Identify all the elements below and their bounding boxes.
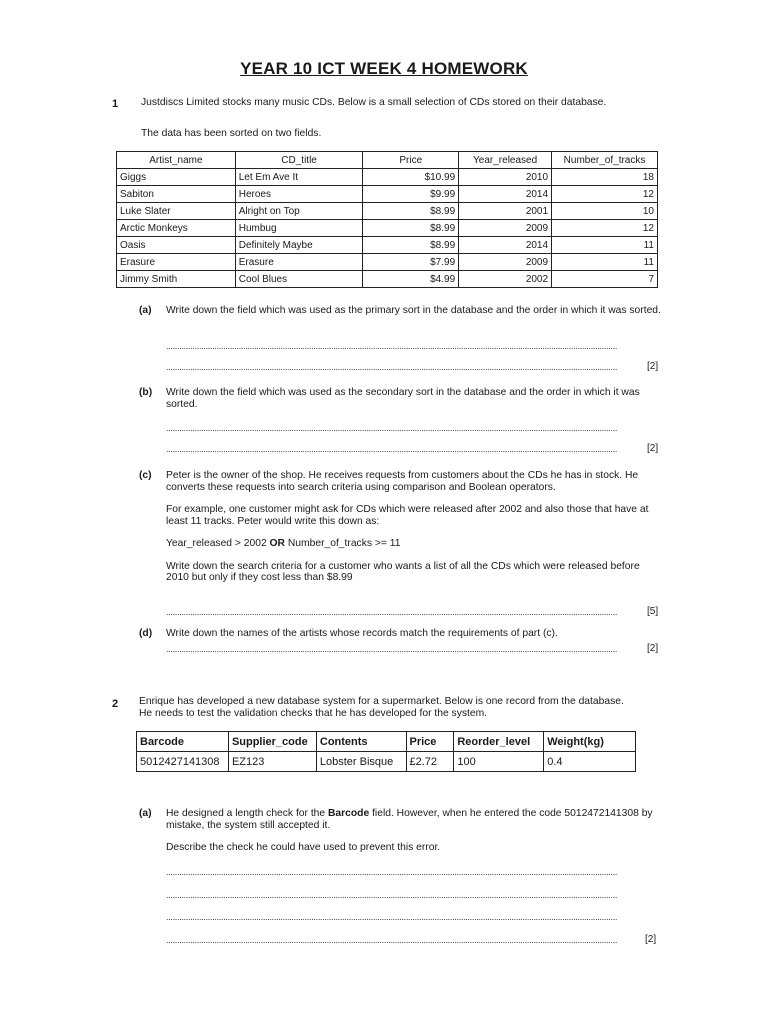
cell-price: $9.99 — [363, 186, 459, 203]
cell-price: $7.99 — [363, 254, 459, 271]
table-row — [117, 186, 658, 203]
column-header: Price — [363, 152, 459, 169]
marks: [5] — [647, 606, 659, 617]
question-1c-example — [166, 538, 661, 550]
part-label: (a) — [139, 305, 152, 316]
cell-year: 2002 — [459, 271, 552, 288]
answer-line[interactable]: ............................................................................................................................................................................................................. — [166, 890, 618, 900]
cell-supplier-code: EZ123 — [228, 752, 316, 772]
cell-artist: Arctic Monkeys — [117, 220, 236, 237]
example-operator: OR — [269, 538, 285, 549]
question-2a-text — [166, 808, 661, 831]
question-1b-text: Write down the field which was used as the secondary sort in the database and the order in which it was sorted. — [166, 387, 640, 410]
answer-line[interactable]: ............................................................................................................................................................................................................. — [166, 912, 618, 922]
answer-line[interactable]: ............................................................................................................................................................................................................. — [166, 867, 618, 877]
question-1c-paragraph-3: Write down the search criteria for a customer who wants a list of all the CDs which were released before 2010 but only if they cost less than $8.99 — [166, 560, 640, 583]
cell-tracks: 10 — [552, 203, 658, 220]
column-header: Artist_name — [117, 152, 236, 169]
cd-table-wrapper — [116, 151, 658, 288]
question-1d — [139, 628, 661, 641]
cell-artist: Luke Slater — [117, 203, 236, 220]
page-title: YEAR 10 ICT WEEK 4 HOMEWORK — [240, 59, 528, 78]
cell-artist: Giggs — [117, 169, 236, 186]
cell-year: 2014 — [459, 186, 552, 203]
question-1-intro: Justdiscs Limited stocks many music CDs. Below is a small selection of CDs stored on their database. — [141, 97, 607, 108]
column-header: Year_released — [459, 152, 552, 169]
question-2a — [139, 808, 661, 868]
cell-tracks: 7 — [552, 271, 658, 288]
cell-title: Humbug — [235, 220, 363, 237]
cell-year: 2010 — [459, 169, 552, 186]
column-header: Weight(kg) — [544, 732, 636, 752]
example-right: Number_of_tracks >= 11 — [287, 538, 401, 549]
cell-title: Alright on Top — [235, 203, 363, 220]
column-header: CD_title — [235, 152, 363, 169]
record-table-wrapper — [136, 731, 636, 772]
cell-price: $4.99 — [363, 271, 459, 288]
column-header: Number_of_tracks — [552, 152, 658, 169]
cell-title: Definitely Maybe — [235, 237, 363, 254]
table-row — [117, 254, 658, 271]
question-1a — [139, 305, 661, 335]
cell-year: 2009 — [459, 254, 552, 271]
question-1d-text: Write down the names of the artists whose records match the requirements of part (c). — [166, 628, 558, 639]
marks: [2] — [645, 934, 657, 945]
cd-table-header-row — [117, 152, 658, 169]
question-1b — [139, 387, 661, 417]
cell-price: $8.99 — [363, 237, 459, 254]
question-1c-paragraph-1: Peter is the owner of the shop. He receives requests from customers about the CDs he has in stock. He converts these requests into search criteria using comparison and Boolean operators. — [166, 470, 639, 493]
cell-price: $8.99 — [363, 203, 459, 220]
table-row — [117, 220, 658, 237]
field-name: Barcode — [328, 808, 370, 819]
question-1c — [139, 470, 661, 600]
answer-line[interactable]: ............................................................................................................................................................................................................. — [166, 607, 618, 617]
question-1a-text: Write down the field which was used as the primary sort in the database and the order in which it was sorted. — [166, 305, 661, 316]
part-label: (d) — [139, 628, 153, 639]
part-label: (c) — [139, 470, 152, 481]
text-segment: field. However, when he entered the code 5012472141308 by mistake, the system still accepted it. — [166, 808, 653, 831]
part-label: (b) — [139, 387, 153, 398]
cell-weight: 0.4 — [544, 752, 636, 772]
table-row — [117, 169, 658, 186]
cell-title: Let Em Ave It — [235, 169, 363, 186]
cell-price: $8.99 — [363, 220, 459, 237]
example-left: Year_released > 2002 — [166, 538, 267, 549]
cell-tracks: 12 — [552, 186, 658, 203]
question-2-number: 2 — [112, 698, 119, 710]
cd-table — [116, 151, 658, 288]
part-label: (a) — [139, 808, 152, 819]
answer-line[interactable]: ............................................................................................................................................................................................................. — [166, 341, 618, 351]
cell-artist: Erasure — [117, 254, 236, 271]
cell-tracks: 11 — [552, 254, 658, 271]
marks: [2] — [647, 643, 659, 654]
question-1-sorted-note: The data has been sorted on two fields. — [141, 128, 322, 139]
cell-title: Erasure — [235, 254, 363, 271]
column-header: Supplier_code — [228, 732, 316, 752]
column-header: Price — [406, 732, 454, 752]
cell-tracks: 18 — [552, 169, 658, 186]
cell-artist: Sabiton — [117, 186, 236, 203]
cell-contents: Lobster Bisque — [316, 752, 406, 772]
marks: [2] — [647, 443, 659, 454]
answer-line[interactable]: ............................................................................................................................................................................................................. — [166, 644, 618, 654]
column-header: Reorder_level — [454, 732, 544, 752]
cell-price: £2.72 — [406, 752, 454, 772]
record-table — [136, 731, 636, 772]
cell-title: Cool Blues — [235, 271, 363, 288]
table-row — [117, 237, 658, 254]
question-2-intro: Enrique has developed a new database system for a supermarket. Below is one record from the database. He needs to test the validation checks that he has developed for the system. — [139, 696, 624, 719]
table-row — [137, 752, 636, 772]
cell-tracks: 12 — [552, 220, 658, 237]
cell-price: $10.99 — [363, 169, 459, 186]
cell-barcode: 5012427141308 — [137, 752, 229, 772]
record-table-header-row — [137, 732, 636, 752]
text-segment: He designed a length check for the — [166, 808, 328, 819]
answer-line[interactable]: ............................................................................................................................................................................................................. — [166, 362, 618, 372]
cell-title: Heroes — [235, 186, 363, 203]
answer-line[interactable]: ............................................................................................................................................................................................................. — [166, 444, 618, 454]
cell-year: 2014 — [459, 237, 552, 254]
column-header: Barcode — [137, 732, 229, 752]
table-row — [117, 203, 658, 220]
marks: [2] — [647, 361, 659, 372]
cell-tracks: 11 — [552, 237, 658, 254]
cell-year: 2009 — [459, 220, 552, 237]
cell-year: 2001 — [459, 203, 552, 220]
cell-artist: Jimmy Smith — [117, 271, 236, 288]
cell-artist: Oasis — [117, 237, 236, 254]
answer-line[interactable]: ............................................................................................................................................................................................................. — [166, 935, 618, 945]
column-header: Contents — [316, 732, 406, 752]
question-2a-describe: Describe the check he could have used to prevent this error. — [166, 842, 441, 853]
question-1-number: 1 — [112, 98, 119, 110]
table-row — [117, 271, 658, 288]
question-1c-paragraph-2: For example, one customer might ask for CDs which were released after 2002 and also those that have at least 11 tracks. Peter would write this down as: — [166, 504, 649, 527]
cell-reorder-level: 100 — [454, 752, 544, 772]
answer-line[interactable]: ............................................................................................................................................................................................................. — [166, 423, 618, 433]
